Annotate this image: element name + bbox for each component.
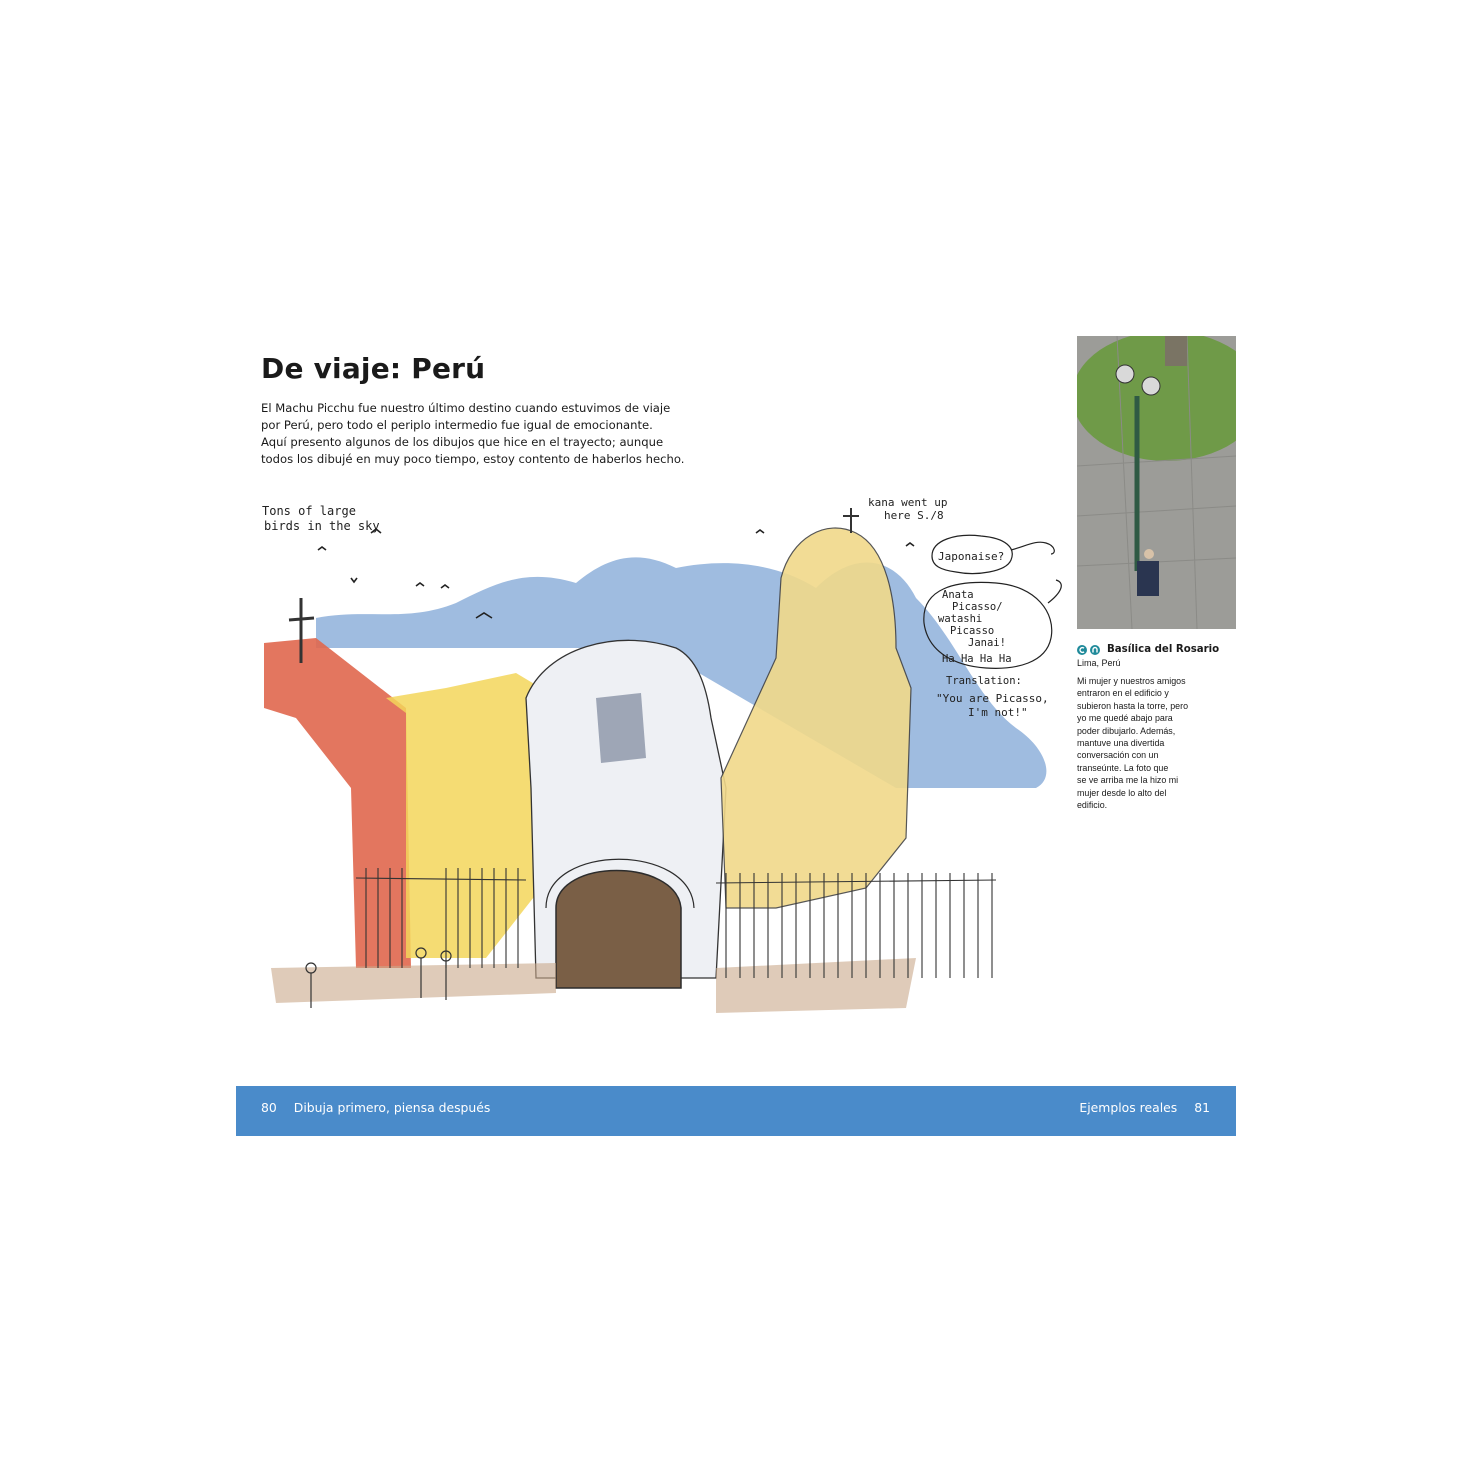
caption-line: entraron en el edificio y bbox=[1077, 688, 1169, 699]
note-kana-line1: kana went up bbox=[868, 496, 948, 509]
caption-line: Mi mujer y nuestros amigos bbox=[1077, 676, 1186, 686]
church-door bbox=[556, 871, 681, 989]
bubble-2-line: Ha Ha Ha Ha bbox=[942, 653, 1012, 665]
facade-dark-niche bbox=[596, 693, 646, 763]
caption-line: mujer desde lo alto del bbox=[1077, 787, 1167, 798]
red-wall bbox=[264, 638, 411, 968]
left-book-title: Dibuja primero, piensa después bbox=[293, 1100, 491, 1115]
page-footer bbox=[236, 1086, 1236, 1136]
pin-icon bbox=[1090, 645, 1100, 655]
bubble-1-text: Japonaise? bbox=[938, 550, 1005, 563]
bubble-2-line: watashi bbox=[938, 613, 983, 625]
caption-line: edificio. bbox=[1077, 800, 1108, 811]
church-watercolor-sketch bbox=[256, 488, 1066, 1048]
camera-icon bbox=[1077, 645, 1087, 655]
bubble-2-line: Janai! bbox=[968, 637, 1006, 649]
left-page-number: 80 bbox=[261, 1100, 277, 1115]
intro-line: Aquí presento algunos de los dibujos que hice en el trayecto; aunque bbox=[261, 435, 664, 449]
bubble-2-line: Picasso/ bbox=[952, 601, 1003, 613]
caption-line: yo me quedé abajo para bbox=[1077, 713, 1173, 724]
note-birds-line2: birds in the sky bbox=[264, 519, 380, 533]
note-birds-line1: Tons of large bbox=[262, 504, 356, 518]
footer-left bbox=[261, 1100, 490, 1115]
intro-line: El Machu Picchu fue nuestro último destino cuando estuvimos de viaje bbox=[261, 401, 671, 415]
sketch-illustration bbox=[256, 488, 1066, 1048]
bubble-2-line: Picasso bbox=[950, 625, 995, 637]
photo-image bbox=[1077, 336, 1236, 629]
footer-right bbox=[1079, 1100, 1210, 1115]
caption-line: se ve arriba me la hizo mi bbox=[1077, 775, 1179, 786]
caption-location: Lima, Perú bbox=[1077, 658, 1121, 668]
intro-line: por Perú, pero todo el periplo intermedio fue igual de emocionante. bbox=[261, 418, 653, 432]
note-translation-label: Translation: bbox=[946, 675, 1022, 687]
caption-line: poder dibujarlo. Además, bbox=[1077, 725, 1176, 736]
note-translation-line2: I'm not!" bbox=[968, 706, 1028, 719]
intro-line: todos los dibujé en muy poco tiempo, estoy contento de haberlos hecho. bbox=[261, 452, 685, 466]
intro-paragraph bbox=[261, 400, 685, 468]
caption-header bbox=[1077, 644, 1219, 655]
right-page-number: 81 bbox=[1194, 1100, 1210, 1115]
aerial-photo bbox=[1077, 336, 1236, 629]
page-title: De viaje: Perú bbox=[261, 352, 486, 385]
caption-line: mantuve una divertida bbox=[1077, 738, 1165, 749]
note-kana-line2: here S./8 bbox=[884, 509, 944, 522]
caption-title: Basílica del Rosario bbox=[1107, 644, 1220, 655]
bubble-2-line: Anata bbox=[942, 589, 974, 601]
note-translation-line1: "You are Picasso, bbox=[936, 692, 1049, 705]
caption-line: transeúnte. La foto que bbox=[1077, 762, 1169, 773]
caption-body bbox=[1077, 675, 1212, 811]
caption-line: subieron hasta la torre, pero bbox=[1077, 700, 1189, 711]
caption-line: conversación con un bbox=[1077, 750, 1159, 761]
right-section-title: Ejemplos reales bbox=[1079, 1100, 1178, 1115]
